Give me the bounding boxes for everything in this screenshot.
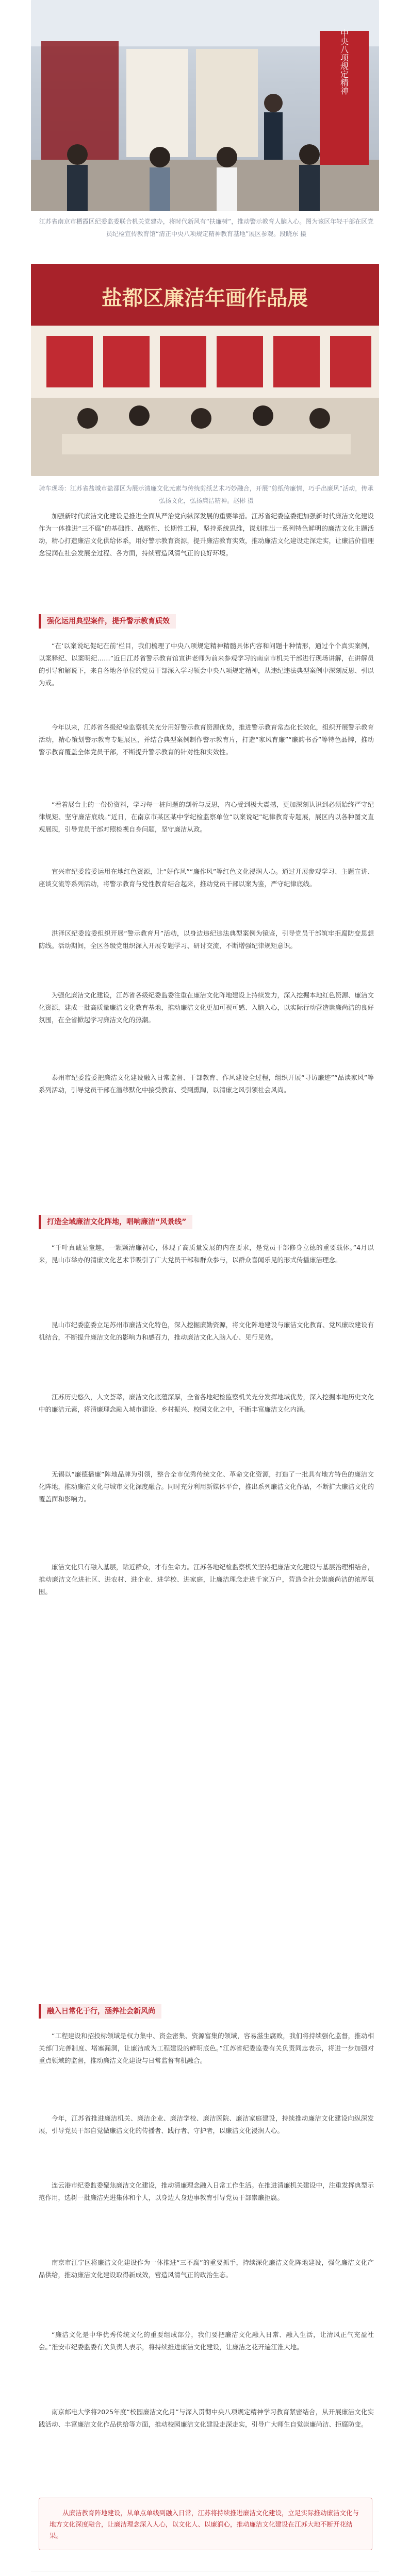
- middle-photo-illustration: [31, 264, 379, 476]
- section-1-paragraph: 宜兴市纪委监委运用在地红色资源，让“好作风”“廉作风”等红色文化浸润人心。通过开展参观学习、主题宣讲、座谈交流等系列活动，将警示教育与党性教育结合起来，推动党员干部以案为鉴，严守纪律底线。: [39, 868, 374, 888]
- section-3-paragraph: 今年，江苏省推进廉洁机关、廉洁企业、廉洁学校、廉洁医院、廉洁家庭建设，持续推动廉洁文化建设向纵深发展，引导党员干部自觉做廉洁文化的传播者、践行者、守护者，以廉洁文化浸润人心。: [39, 2114, 374, 2134]
- section-3-paragraph: “廉洁文化是中华优秀传统文化的重要组成部分，我们要把廉洁文化融入日常、融入生活，让清风正气充盈社会。”淮安市纪委监委有关负责人表示，将持续推进廉洁文化建设，让廉洁之花开遍江淮大地。: [39, 2331, 374, 2351]
- middle-photo: [31, 264, 379, 476]
- section-2-paragraph: 昆山市纪委监委立足苏州市廉洁文化特色，深入挖掘廉勤资源，将文化阵地建设与廉洁文化教育、党风廉政建设有机结合，不断提升廉洁文化的影响力和感召力，推动廉洁文化入脑入心、见行见效。: [39, 1321, 374, 1341]
- middle-banner-text: 盐都区廉洁年画作品展: [102, 286, 308, 310]
- section-3-title: 融入日常化于行，涵养社会新风尚: [39, 2004, 161, 2019]
- section-3-paragraph: “工程建设和招投标领域是权力集中、资金密集、资源富集的领域，容易滋生腐败，我们将持续强化监督，推动相关部门完善制度、堵塞漏洞，让廉洁成为工程建设的鲜明底色。”江苏省纪委监委有关负责同志表示，将进一步加强对重点领域的监督，推动廉洁文化建设与日常监督有机融合。: [39, 2032, 374, 2064]
- section-1-paragraph: “看着展台上的一份份资料，学习每一桩问题的剖析与反思，内心受到极大震撼，更加深刻认识到必须始终严守纪律规矩、坚守廉洁底线。”近日，在南京市某区某中学纪检监察单位“以案说纪”纪律教育专题展，展区内以各种图文直观展现，引导党员干部对照检视自身问题，坚守廉洁从政。: [39, 801, 374, 833]
- article-footer: [31, 2571, 379, 2576]
- top-banner-text: 中央八项规定精神: [339, 29, 349, 95]
- intro-paragraph: 加强新时代廉洁文化建设是推进全面从严治党向纵深发展的重要举措。江苏省纪委监委把加强新时代廉洁文化建设作为一体推进“三不腐”的基础性、战略性、长期性工程，坚持系统思维，谋划推出一系列特色鲜明的廉洁文化主题活动，精心打造廉洁文化供给体系，用好警示教育资源，提升廉洁教育实效，推动廉洁文化建设走深走实，让廉洁价值理念浸润在社会发展全过程、各方面，持续营造风清气正的良好环境。: [39, 512, 374, 557]
- section-1-paragraph: 为强化廉洁文化建设，江苏省各级纪委监委注重在廉洁文化阵地建设上持续发力，深入挖掘本地红色资源、廉洁文化资源，建成一批高质量廉洁文化教育基地，推动廉洁文化更加可视可感、入脑入心，以实际行动营造崇廉尚洁的良好氛围，在全省掀起学习廉洁文化的热潮。: [39, 991, 374, 1024]
- section-2-title: 打造全域廉洁文化阵地，唱响廉洁“风景线”: [39, 1215, 192, 1229]
- top-photo-illustration: [31, 0, 379, 211]
- section-1-paragraph: 洪泽区纪委监委组织开展“警示教育月”活动，以身边违纪违法典型案例为镜鉴，引导党员干部筑牢拒腐防变思想防线。活动期间，全区各级党组织深入开展专题学习、研讨交流，不断增强纪律规矩意识。: [39, 929, 374, 950]
- closing-summary-text: 从廉洁教育阵地建设，从单点单线到融入日常，江苏将持续推进廉洁文化建设，立足实际推动廉洁文化与地方文化深度融合，让廉洁理念深入人心，以文化人、以廉润心，推动廉洁文化建设在江苏大地不断开花结果。: [50, 2509, 359, 2539]
- section-2-paragraph: 廉洁文化只有融入基层，贴近群众，才有生命力。江苏各地纪检监察机关坚持把廉洁文化建设与基层治理相结合，推动廉洁文化进社区、进农村、进企业、进学校、进家庭，让廉洁理念走进千家万户，营造全社会崇廉尚洁的浓厚氛围。: [39, 1563, 374, 1596]
- section-1-paragraph: “在‘以案说纪促纪在前’栏目，我们梳理了中央八项规定精神精髓具体内容和问题十种情形，通过个个真实案例，以案释纪、以案明纪……”近日江苏省警示教育馆宣讲老师为前来参观学习的南京市机关干部进行现场讲解，在讲解员的引导和解说下，来自各地各单位的党员干部深入学习领会中央八项规定精神，从违纪违法典型案例中深刻反思、引以为戒。: [39, 642, 374, 687]
- section-1-title: 强化运用典型案件，提升警示教育质效: [39, 614, 176, 629]
- top-photo: [31, 0, 379, 211]
- section-3-paragraph: 连云港市纪委监委聚焦廉洁文化建设，推动清廉理念融入日常工作生活。在推进清廉机关建设中，注重发挥典型示范作用，选树一批廉洁先进集体和个人，以身边人身边事教育引导党员干部崇廉拒腐。: [39, 2181, 374, 2201]
- section-2-paragraph: 江苏历史悠久，人文荟萃，廉洁文化底蕴深厚，全省各地纪检监察机关充分发挥地域优势，深入挖掘本地历史文化中的廉洁元素，将清廉理念融入城市建设、乡村振兴、校园文化之中，不断丰富廉洁文化内涵。: [39, 1393, 374, 1413]
- section-2-paragraph: “千叶真诚显童趣，一颗颗清廉初心，体现了高质量发展的内在要求，是党员干部修身立德的重要载体。”4月以来，昆山市举办的清廉文化艺术节吸引了广大党员干部和群众参与，以群众喜闻乐见的形式传播廉洁理念。: [39, 1244, 374, 1264]
- section-2-paragraph: 无锡以“廉德播廉”阵地品牌为引领，整合全市优秀传统文化、革命文化资源，打造了一批具有地方特色的廉洁文化阵地，推动廉洁文化与城市文化深度融合。同时充分利用新媒体平台，推出系列廉洁文化作品，不断扩大廉洁文化的覆盖面和影响力。: [39, 1470, 374, 1503]
- top-photo-caption: 江苏省南京市栖霞区纪委监委联合机关党建办，将时代新风有“扶廉树”，推动警示教育人脑入心。图为该区年轻干部在区党员纪检宣传教育馆“清正中央八项规定精神教育基地”展区参观。段晓东 摄: [39, 218, 374, 238]
- section-3-paragraph: 南京邮电大学将2025年度“校园廉洁文化月”与深入贯彻中央八项规定精神学习教育紧密结合，从开展廉洁文化实践活动、丰富廉洁文化作品供给等方面，推动校园廉洁文化建设走深走实，引导广大师生自觉崇廉尚洁、拒腐防变。: [39, 2408, 374, 2428]
- section-3-paragraph: 南京市江宁区将廉洁文化建设作为一体推进“三不腐”的重要抓手，持续深化廉洁文化阵地建设，强化廉洁文化产品供给，推动廉洁文化建设取得新成效，营造风清气正的政治生态。: [39, 2259, 374, 2279]
- section-1-paragraph: 今年以来，江苏省各级纪检监察机关充分用好警示教育资源优势，推进警示教育常态化长效化，组织开展警示教育活动，精心策划警示教育专题展区，并结合典型案例制作警示教育片，打造“家风育廉”“廉韵书香”等特色品牌，推动警示教育覆盖全体党员干部，不断提升警示教育的针对性和实效性。: [39, 723, 374, 756]
- closing-summary-box: [39, 2498, 372, 2550]
- section-1-paragraph: 泰州市纪委监委把廉洁文化建设融入日常监督、干部教育、作风建设全过程，组织开展“寻访廉迹”“品读家风”等系列活动，引导党员干部在潜移默化中接受教育、受到熏陶，以清廉之风引领社会风尚。: [39, 1074, 374, 1094]
- middle-photo-caption: 骑车现场：江苏省盐城市盐都区为展示清廉文化元素与传统剪纸艺术巧妙融合，开展“剪纸传廉情，巧手出廉风”活动，传承弘扬文化，弘扬廉洁精神。赵彬 摄: [39, 485, 374, 504]
